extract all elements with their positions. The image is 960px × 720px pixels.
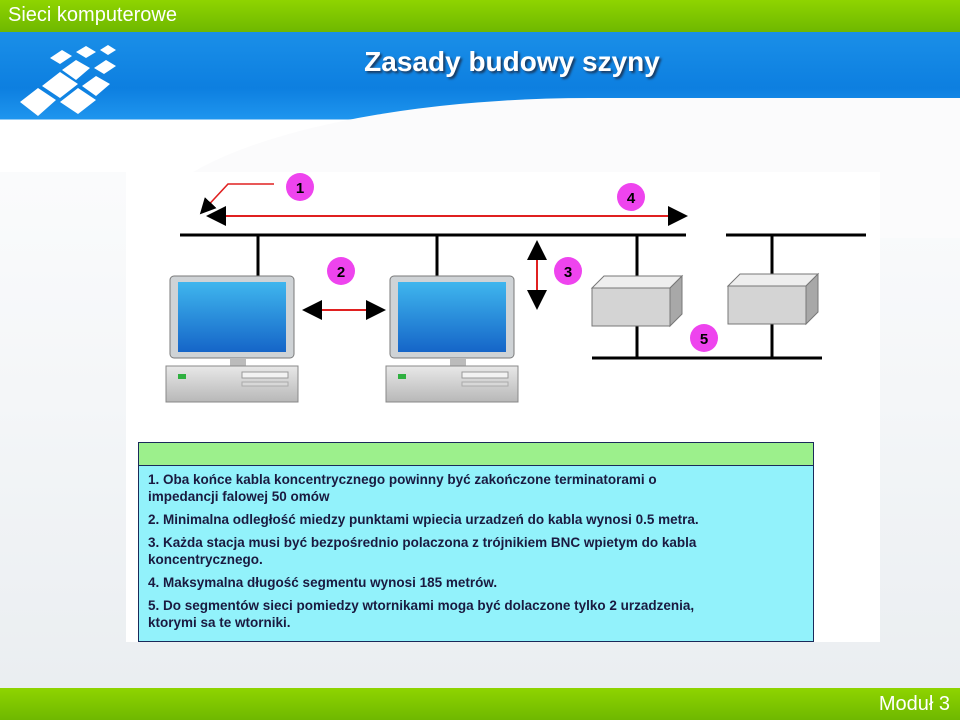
- terminator-arrow: [202, 184, 274, 212]
- bottom-bar: [0, 688, 960, 720]
- bus-diagram: [126, 172, 880, 442]
- rule-item: 4. Maksymalna długość segmentu wynosi 185 metrów.: [148, 575, 498, 590]
- marker-label: 3: [563, 264, 573, 281]
- logo-text: E-STUDIA INFORMATYCZNE: [6, 129, 152, 140]
- repeater-1: [592, 276, 682, 326]
- marker-1: [286, 173, 314, 201]
- rules-box: [138, 442, 814, 642]
- top-bar: [0, 0, 960, 32]
- marker-label: 5: [699, 331, 709, 348]
- repeater-2: [728, 274, 818, 324]
- rule-item: 5. Do segmentów sieci pomiedzy wtornikami moga być dolaczone tylko 2 urzadzenia, ktorymi sa te wtorniki.: [148, 598, 695, 630]
- rule-item: 2. Minimalna odległość miedzy punktami wpiecia urzadzeń do kabla wynosi 0.5 metra.: [148, 512, 699, 527]
- rules-list: [148, 471, 808, 637]
- logo-icon: [10, 40, 130, 125]
- marker-3: [554, 257, 582, 285]
- rule-item: 1. Oba końce kabla koncentrycznego powinny być zakończone terminatorami o impedancji falowej 50 omów: [148, 472, 657, 504]
- rules-box-header: [139, 443, 813, 466]
- computer-1: [166, 276, 298, 402]
- marker-5: [690, 324, 718, 352]
- marker-label: 2: [336, 264, 346, 281]
- rule-item: 3. Każda stacja musi być bezpośrednio polaczona z trójnikiem BNC wpietym do kabla koncentrycznego.: [148, 535, 697, 567]
- marker-label: 4: [626, 190, 636, 207]
- marker-4: [617, 183, 645, 211]
- marker-label: 1: [295, 180, 305, 197]
- computer-2: [386, 276, 518, 402]
- slide-title: Zasady budowy szyny: [364, 46, 660, 77]
- module-label: Moduł 3: [878, 693, 950, 715]
- course-title: Sieci komputerowe: [8, 4, 177, 26]
- marker-2: [327, 257, 355, 285]
